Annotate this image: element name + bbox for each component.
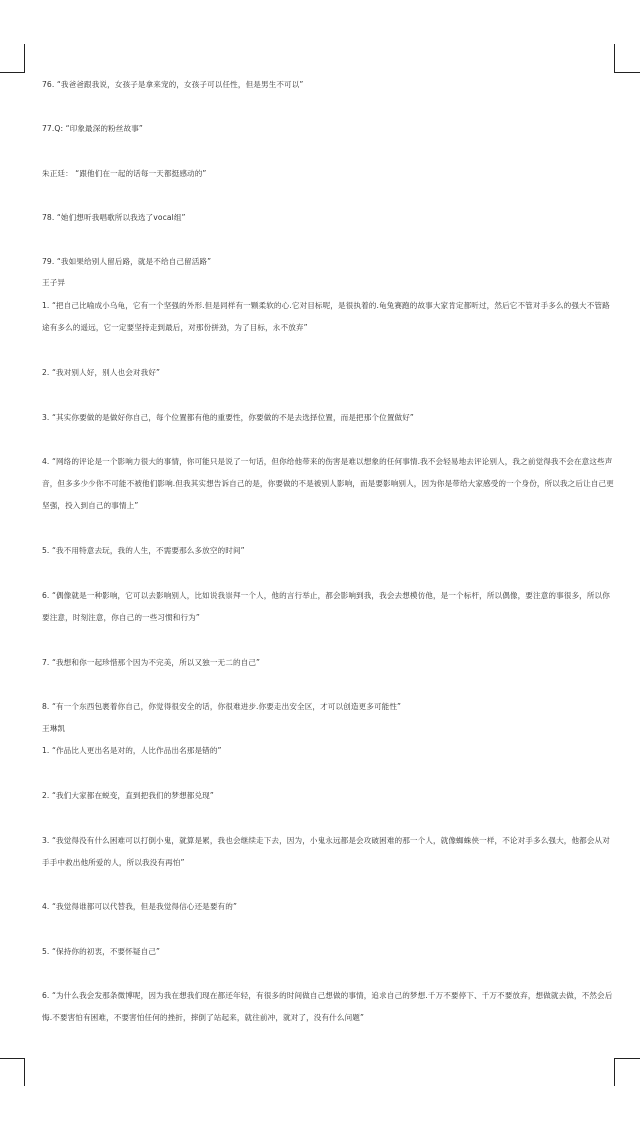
quote-wlk-4: 4. “我觉得谁都可以代替我，但是我觉得信心还是要有的” bbox=[42, 902, 237, 911]
crop-mark-bottom-right-h bbox=[614, 1058, 640, 1059]
quote-wlk-6: 6. “为什么我会发那条微博呢，因为我在想我们现在都还年轻，有很多的时间做自己想做的事情，追求自己的梦想.千万不要停下、千万不要放弃，想做就去做，不然会后悔.不要害怕有困难，不要害怕任何的挫折，摔倒了站起来，就往前冲，就对了，没有什么问题” bbox=[42, 991, 613, 1022]
question-77: 77.Q: “印象最深的粉丝故事” bbox=[42, 124, 143, 133]
quote-wzy-4: 4. “网络的评论是一个影响力很大的事情，你可能只是说了一句话，但你给他带来的伤害是难以想象的任何事情.我不会轻易地去评论别人，我之前觉得我不会在意这些声音，但多多少少你不可能不被他们影响.但我其实想告诉自己的是，你要做的不是被别人影响，而是要影响别人，因为你是带给大家感受的一个身份，所以我之后让自己更坚强，投入到自己的事情上” bbox=[42, 457, 614, 510]
quote-76: 76. “我爸爸跟我说，女孩子是拿来宠的，女孩子可以任性，但是男生不可以” bbox=[42, 80, 304, 89]
section-name-wang-linkai: 王琳凯 bbox=[42, 724, 66, 733]
crop-mark-top-left-h bbox=[0, 72, 25, 73]
crop-mark-bottom-left-h bbox=[0, 1058, 25, 1059]
quote-wzy-6: 6. “偶像就是一种影响，它可以去影响别人，比如说我崇拜一个人，他的言行举止，都会影响到我，我会去想模仿他，是一个标杆，所以偶像，要注意的事很多，所以你要注意，时刻注意，你自己的一些习惯和行为” bbox=[42, 591, 610, 622]
crop-mark-top-right-v bbox=[614, 44, 615, 72]
section-name-wang-ziyi: 王子异 bbox=[42, 278, 66, 287]
crop-mark-bottom-left-v bbox=[24, 1058, 25, 1086]
quote-wzy-1: 1. “把自己比喻成小乌龟，它有一个坚强的外形.但是同样有一颗柔软的心.它对目标呢，是很执着的.龟兔赛跑的故事大家肯定都听过，然后它不管对手多么的强大不管路途有多么的遥远，它一定要坚持走到最后，对那份拼劲，为了目标，永不放弃” bbox=[42, 301, 610, 332]
quote-78: 78. “她们想听我唱歌所以我选了vocal组” bbox=[42, 213, 186, 222]
quote-wzy-8: 8. “有一个东西包裹着你自己，你觉得很安全的话，你很难进步.你要走出安全区，才可以创造更多可能性” bbox=[42, 702, 402, 711]
quote-wzy-5: 5. “我不用特意去玩，我的人生，不需要那么多放空的时间” bbox=[42, 546, 245, 555]
quote-79: 79. “我如果给别人留后路，就是不给自己留活路” bbox=[42, 257, 212, 266]
quote-wlk-2: 2. “我们大家都在蜕变，直到把我们的梦想都兑现” bbox=[42, 791, 214, 800]
crop-mark-top-left-v bbox=[24, 44, 25, 72]
quote-wlk-3: 3. “我觉得没有什么困难可以打倒小鬼，就算是累，我也会继续走下去，因为，小鬼永远都是会攻破困难的那一个人，就像蜘蛛侠一样，不论对手多么强大，他都会从对手手中救出他所爱的人，所以我没有再怕” bbox=[42, 836, 610, 867]
quote-wlk-1: 1. “作品比人更出名是对的，人比作品出名那是错的” bbox=[42, 746, 222, 755]
quote-wzy-2: 2. “我对别人好，别人也会对我好” bbox=[42, 368, 161, 377]
quote-wzy-3: 3. “其实你要做的是做好你自己，每个位置都有他的重要性，你要做的不是去选择位置，而是把那个位置做好” bbox=[42, 413, 414, 422]
quote-wzy-7: 7. “我想和你一起珍惜那个因为不完美，所以又独一无二的自己” bbox=[42, 658, 261, 667]
crop-mark-bottom-right-v bbox=[614, 1058, 615, 1086]
crop-mark-top-right-h bbox=[614, 72, 640, 73]
quote-wlk-5: 5. “保持你的初衷，不要怀疑自己” bbox=[42, 947, 161, 956]
answer-77: 朱正廷： “跟他们在一起的话每一天都挺感动的” bbox=[42, 169, 207, 178]
